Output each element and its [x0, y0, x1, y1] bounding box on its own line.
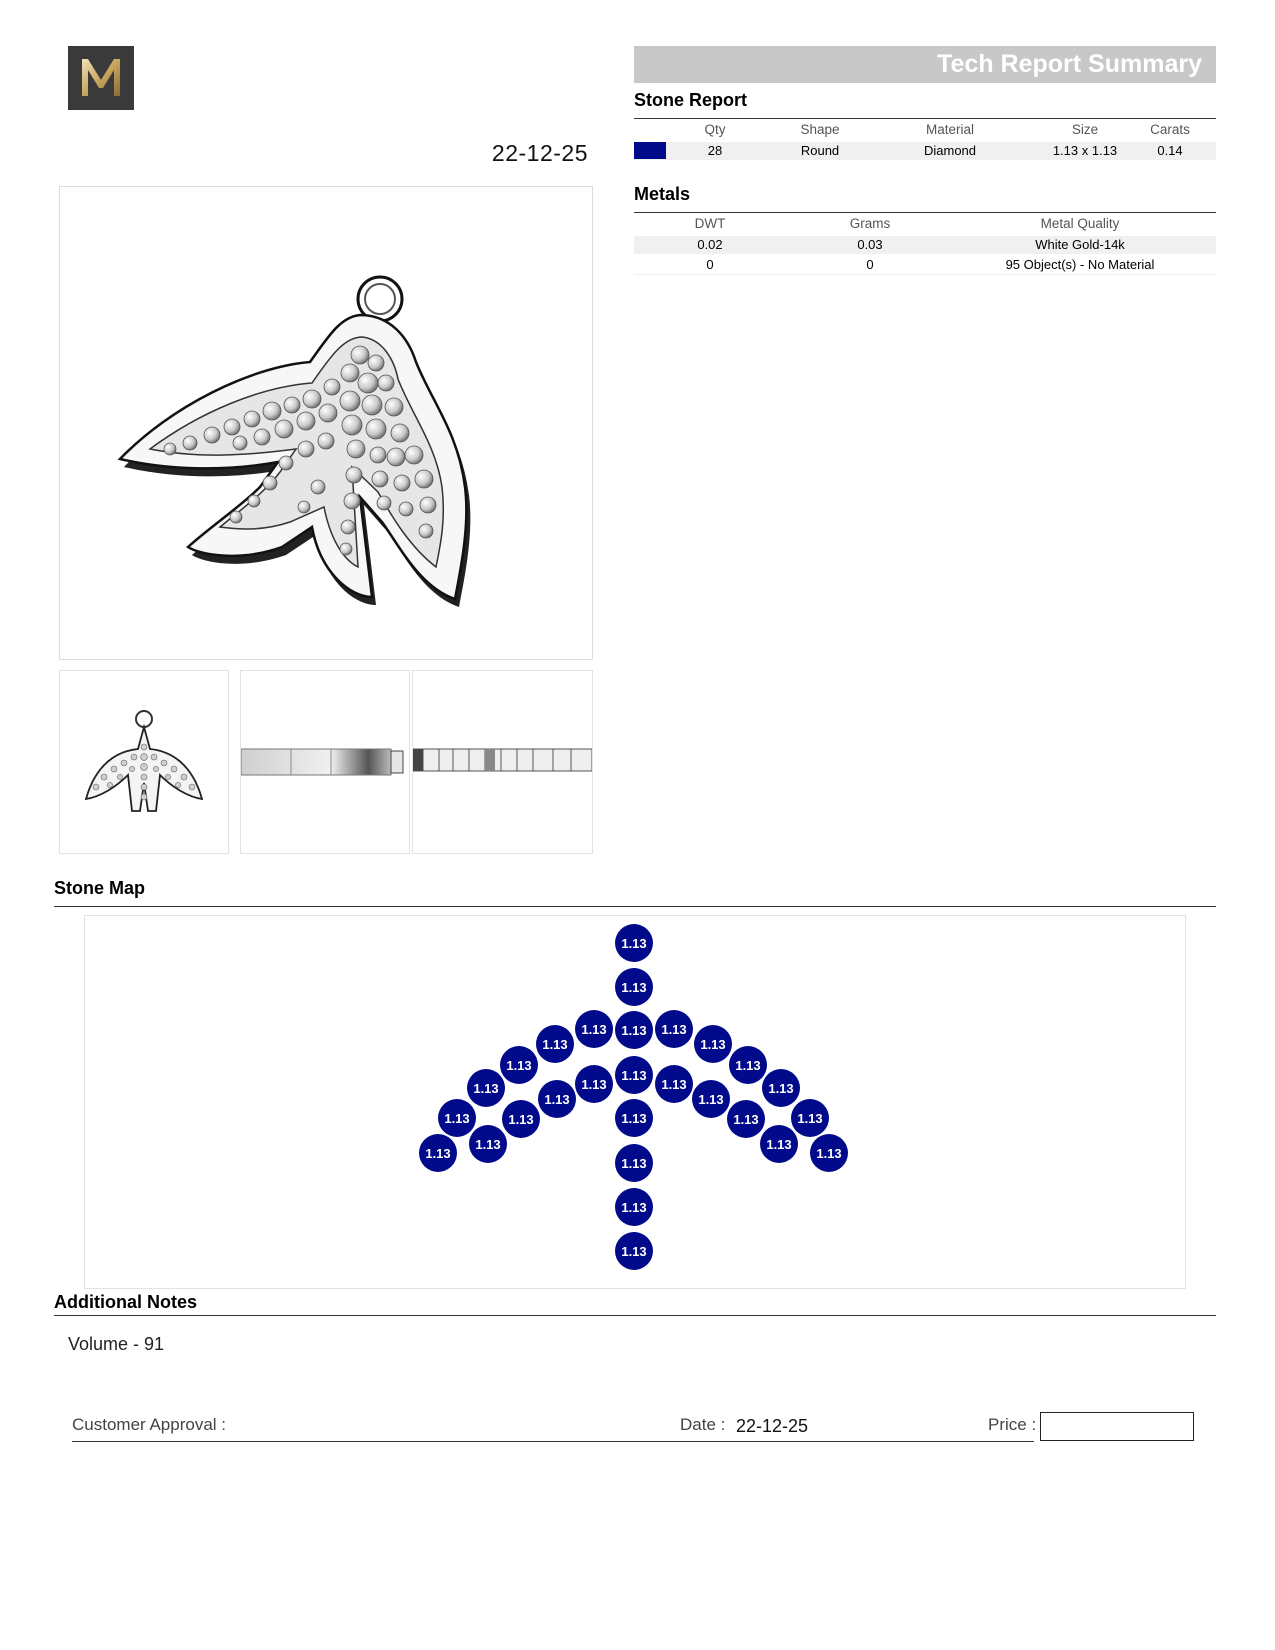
stone-marker	[438, 1099, 476, 1137]
side-view-thumbnail	[240, 670, 410, 854]
stone-size-label: 1.13	[544, 1092, 570, 1107]
stone-marker	[419, 1134, 457, 1172]
stone-size: 1.13 x 1.13	[1052, 143, 1118, 158]
stone-marker	[615, 924, 653, 962]
stone-map-divider	[54, 906, 1216, 907]
stone-size-label: 1.13	[733, 1112, 759, 1127]
metal-dwt: 0	[706, 257, 714, 272]
additional-notes-title: Additional Notes	[54, 1292, 197, 1312]
stone-marker	[575, 1010, 613, 1048]
price-label: Price :	[988, 1415, 1037, 1434]
stone-carats: 0.14	[1157, 143, 1183, 158]
approval-date-value: 22-12-25	[736, 1416, 809, 1436]
stone-size-label: 1.13	[698, 1092, 724, 1107]
stone-map-title: Stone Map	[54, 878, 146, 898]
stone-marker	[655, 1065, 693, 1103]
stone-material: Diamond	[923, 143, 977, 158]
stone-marker	[536, 1025, 574, 1063]
stone-marker	[467, 1069, 505, 1107]
stone-size-label: 1.13	[661, 1077, 687, 1092]
stone-marker	[575, 1065, 613, 1103]
metals-title: Metals	[634, 184, 691, 204]
additional-notes-divider	[54, 1315, 1216, 1316]
col-header-metal-quality: Metal Quality	[1040, 216, 1120, 231]
notes-text: Volume - 91	[68, 1334, 165, 1354]
stone-marker	[500, 1046, 538, 1084]
front-view-thumbnail	[59, 670, 229, 854]
metal-quality: White Gold-14k	[1035, 237, 1125, 252]
stone-size-label: 1.13	[621, 936, 647, 951]
company-logo	[68, 46, 134, 110]
stone-size-label: 1.13	[766, 1137, 792, 1152]
stone-marker	[692, 1080, 730, 1118]
stone-size-label: 1.13	[473, 1081, 499, 1096]
stone-marker	[615, 1011, 653, 1049]
stone-map-canvas	[84, 915, 1186, 1289]
stone-size-label: 1.13	[508, 1112, 534, 1127]
stone-size-label: 1.13	[661, 1022, 687, 1037]
stone-marker	[729, 1046, 767, 1084]
stone-size-label: 1.13	[542, 1037, 568, 1052]
stone-size-label: 1.13	[581, 1022, 607, 1037]
col-header-carats: Carats	[1150, 122, 1190, 137]
stone-marker	[502, 1100, 540, 1138]
metal-quality: 95 Object(s) - No Material	[1005, 257, 1155, 272]
report-title-bar	[634, 46, 1216, 83]
col-header-shape: Shape	[800, 122, 840, 137]
price-input-box[interactable]	[1040, 1412, 1194, 1441]
report-date: 22-12-25	[491, 140, 588, 166]
main-render-view	[59, 186, 593, 660]
stone-marker	[694, 1025, 732, 1063]
metal-grams: 0.03	[857, 237, 883, 252]
stone-size-label: 1.13	[700, 1037, 726, 1052]
stone-report-divider	[634, 118, 1216, 119]
metal-dwt: 0.02	[697, 237, 723, 252]
stone-size-label: 1.13	[797, 1111, 823, 1126]
metals-divider	[634, 212, 1216, 213]
stone-marker	[810, 1134, 848, 1172]
stone-marker	[469, 1125, 507, 1163]
stone-size-label: 1.13	[621, 1023, 647, 1038]
stone-size-label: 1.13	[621, 1156, 647, 1171]
approval-signature-line[interactable]	[72, 1441, 1034, 1442]
stone-marker	[615, 1232, 653, 1270]
col-header-size: Size	[1071, 122, 1099, 137]
customer-approval-label: Customer Approval :	[72, 1415, 227, 1434]
stone-marker	[615, 1144, 653, 1182]
col-header-grams: Grams	[849, 216, 891, 231]
stone-size-label: 1.13	[621, 1200, 647, 1215]
stone-qty: 28	[707, 143, 723, 158]
stone-size-label: 1.13	[621, 980, 647, 995]
stone-map-svg	[85, 916, 1185, 1288]
col-header-dwt: DWT	[694, 216, 726, 231]
stone-marker	[655, 1010, 693, 1048]
stone-shape: Round	[800, 143, 840, 158]
approval-date-label: Date :	[680, 1415, 726, 1434]
col-header-qty: Qty	[704, 122, 726, 137]
stone-size-label: 1.13	[444, 1111, 470, 1126]
stone-size-label: 1.13	[621, 1244, 647, 1259]
stone-marker	[727, 1100, 765, 1138]
stone-marker	[760, 1125, 798, 1163]
col-header-material: Material	[925, 122, 974, 137]
logo-m-icon	[68, 46, 134, 110]
stone-size-label: 1.13	[506, 1058, 532, 1073]
stone-marker	[615, 968, 653, 1006]
metal-grams: 0	[866, 257, 874, 272]
stone-size-label: 1.13	[425, 1146, 451, 1161]
report-title: Tech Report Summary	[937, 50, 1202, 78]
stone-size-label: 1.13	[621, 1111, 647, 1126]
stone-size-label: 1.13	[768, 1081, 794, 1096]
stone-report-title: Stone Report	[634, 90, 748, 110]
stone-color-swatch	[634, 142, 666, 159]
stone-size-label: 1.13	[735, 1058, 761, 1073]
stone-marker	[615, 1188, 653, 1226]
stone-marker	[762, 1069, 800, 1107]
top-view-thumbnail	[412, 670, 593, 854]
stone-size-label: 1.13	[475, 1137, 501, 1152]
stone-marker	[791, 1099, 829, 1137]
stone-size-label: 1.13	[581, 1077, 607, 1092]
stone-marker	[615, 1056, 653, 1094]
stone-marker	[538, 1080, 576, 1118]
stone-size-label: 1.13	[621, 1068, 647, 1083]
stone-marker	[615, 1099, 653, 1137]
stone-size-label: 1.13	[816, 1146, 842, 1161]
pendant-render-image	[60, 187, 592, 659]
